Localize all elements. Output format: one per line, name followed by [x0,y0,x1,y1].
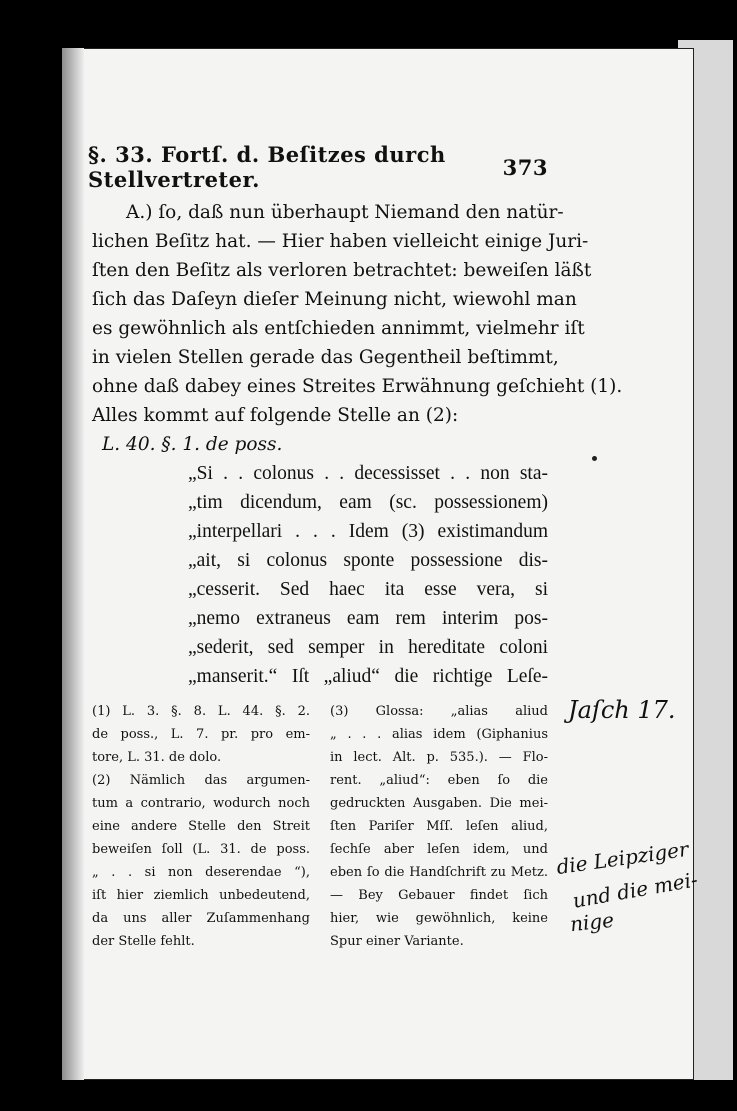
footnote-line: (3) Glossa: „alias aliud [330,704,548,719]
quote-line: „manserit.“ Iſt „aliud“ die richtige Leſe- [188,666,548,687]
handwritten-note: die Leipziger [554,836,690,880]
text-line: ſten den Beſitz als verloren betrachtet: beweiſen läßt [92,260,592,281]
text-line: es gewöhnlich als entſchieden annimmt, vielmehr iſt [92,318,585,339]
handwritten-note: und die mei- [570,867,700,913]
citation: L. 40. §. 1. de poss. [102,434,283,455]
text-line: ohne daß dabey eines Streites Erwähnung geſchieht (1). [92,376,623,397]
footnote-line: eben ſo die Handſchrift zu Metz. [330,865,548,880]
text-line: ſich das Daſeyn dieſer Meinung nicht, wiewohl man [92,289,577,310]
running-header [88,142,548,192]
footnote-line: beweiſen ſoll (L. 31. de poss. [92,842,310,857]
footnote-line: da uns aller Zuſammenhang [92,911,310,926]
footnote-line: eine andere Stelle den Streit [92,819,310,834]
footnote-line: „ . . si non deserendae “), [92,865,310,880]
footnotes-right-column [330,700,548,953]
footnote-line: iſt hier ziemlich unbedeutend, [92,888,310,903]
footnote-line: ſten Pariſer Mſſ. leſen aliud, [330,819,548,834]
handwritten-note: nige [568,907,616,937]
page-number: 373 [502,154,548,180]
main-text [92,198,623,691]
footnote-line: tore, L. 31. de dolo. [92,750,222,765]
footnote-line: rent. „aliud“: eben ſo die [330,773,548,788]
footnotes-left-column [92,700,310,953]
running-header-title: §. 33. Fortſ. d. Beſitzes durch Stellvertreter. [88,142,446,192]
footnote-line: ſechſe aber leſen idem, und [330,842,548,857]
quote-line: „tim dicendum, eam (sc. possessionem) [188,492,548,513]
quote-line: „sederit, sed semper in hereditate coloni [188,637,548,658]
footnote-line: tum a contrario, wodurch noch [92,796,310,811]
footnote-line: in lect. Alt. p. 535.). — Flo- [330,750,548,765]
footnote-line: der Stelle fehlt. [92,934,195,949]
footnote-line: hier, wie gewöhnlich, keine [330,911,548,926]
ink-dot [592,456,597,461]
quote-line: „ait, si colonus sponte possessione dis- [188,550,548,571]
footnote-line: de poss., L. 7. pr. pro em- [92,727,310,742]
quote-line: „cesserit. Sed haec ita esse vera, si [188,579,548,600]
quote-line: „Si . . colonus . . decessisset . . non sta- [188,463,548,484]
quote-line: „nemo extraneus eam rem interim pos- [188,608,548,629]
text-line: Alles kommt auf folgende Stelle an (2): [92,405,459,426]
quote-line: „interpellari . . . Idem (3) existimandum [188,521,548,542]
handwritten-note: Jaſch 17. [568,696,676,724]
footnote-line: gedruckten Ausgaben. Die mei- [330,796,548,811]
footnote-line: (1) L. 3. §. 8. L. 44. §. 2. [92,704,310,719]
footnote-line: (2) Nämlich das argumen- [92,773,310,788]
text-line: in vielen Stellen gerade das Gegentheil beſtimmt, [92,347,559,368]
text-line: A.) ſo, daß nun überhaupt Niemand den natür- [126,202,564,223]
footnote-line: — Bey Gebauer findet ſich [330,888,548,903]
footnote-line: „ . . . alias idem (Giphanius [330,727,548,742]
text-line: lichen Beſitz hat. — Hier haben vielleicht einige Juri- [92,231,589,252]
footnote-line: Spur einer Variante. [330,934,464,949]
page-gutter-shadow [62,48,84,1080]
